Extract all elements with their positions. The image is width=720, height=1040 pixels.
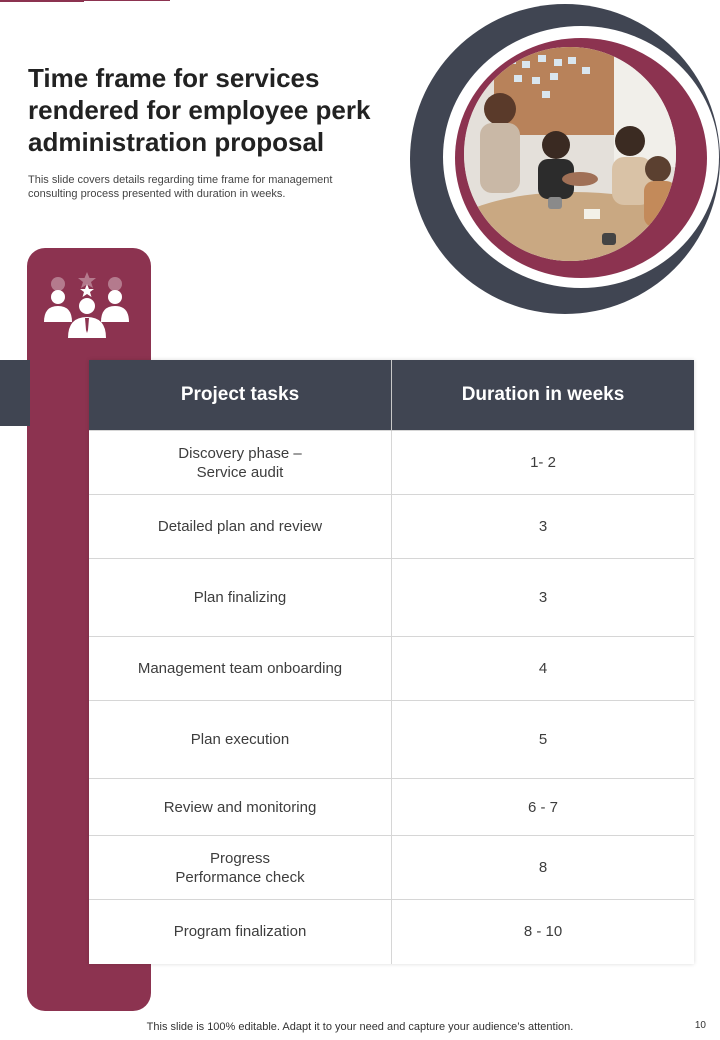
task-cell: Plan execution bbox=[89, 701, 392, 779]
top-accent-line-thin bbox=[84, 0, 170, 1]
task-cell: Management team onboarding bbox=[89, 637, 392, 701]
table-row bbox=[89, 836, 694, 900]
table-row bbox=[89, 637, 694, 701]
duration-cell: 4 bbox=[392, 637, 695, 701]
table-row bbox=[89, 559, 694, 637]
footer-note: This slide is 100% editable. Adapt it to your need and capture your audience’s attention. bbox=[146, 1021, 574, 1033]
page-subtitle: This slide covers details regarding time frame for management consulting process presented with duration in weeks. bbox=[28, 174, 333, 200]
table-row bbox=[89, 431, 694, 495]
table-header-row bbox=[89, 360, 694, 431]
page-number: 10 bbox=[694, 1020, 706, 1031]
task-cell: Review and monitoring bbox=[89, 779, 392, 836]
column-header-duration: Duration in weeks bbox=[392, 360, 695, 431]
task-cell: Discovery phase – Service audit bbox=[89, 431, 392, 495]
task-cell: Detailed plan and review bbox=[89, 495, 392, 559]
team-meeting-photo bbox=[464, 47, 676, 261]
photo-illustration bbox=[464, 47, 676, 261]
duration-cell: 3 bbox=[392, 495, 695, 559]
duration-cell: 1- 2 bbox=[392, 431, 695, 495]
task-cell: Program finalization bbox=[89, 900, 392, 964]
task-cell: Plan finalizing bbox=[89, 559, 392, 637]
duration-cell: 8 - 10 bbox=[392, 900, 695, 964]
page-title: Time frame for services rendered for employee perk administration proposal bbox=[28, 63, 371, 157]
table-row bbox=[89, 779, 694, 836]
duration-cell: 3 bbox=[392, 559, 695, 637]
side-accent-band bbox=[0, 360, 30, 426]
table-row bbox=[89, 701, 694, 779]
duration-cell: 8 bbox=[392, 836, 695, 900]
table-row bbox=[89, 900, 694, 964]
task-cell: Progress Performance check bbox=[89, 836, 392, 900]
duration-cell: 6 - 7 bbox=[392, 779, 695, 836]
column-header-tasks: Project tasks bbox=[89, 360, 392, 431]
duration-cell: 5 bbox=[392, 701, 695, 779]
table-row bbox=[89, 495, 694, 559]
project-timeline-table bbox=[89, 360, 694, 964]
team-people-icon bbox=[42, 270, 132, 342]
top-accent-line bbox=[0, 0, 84, 2]
